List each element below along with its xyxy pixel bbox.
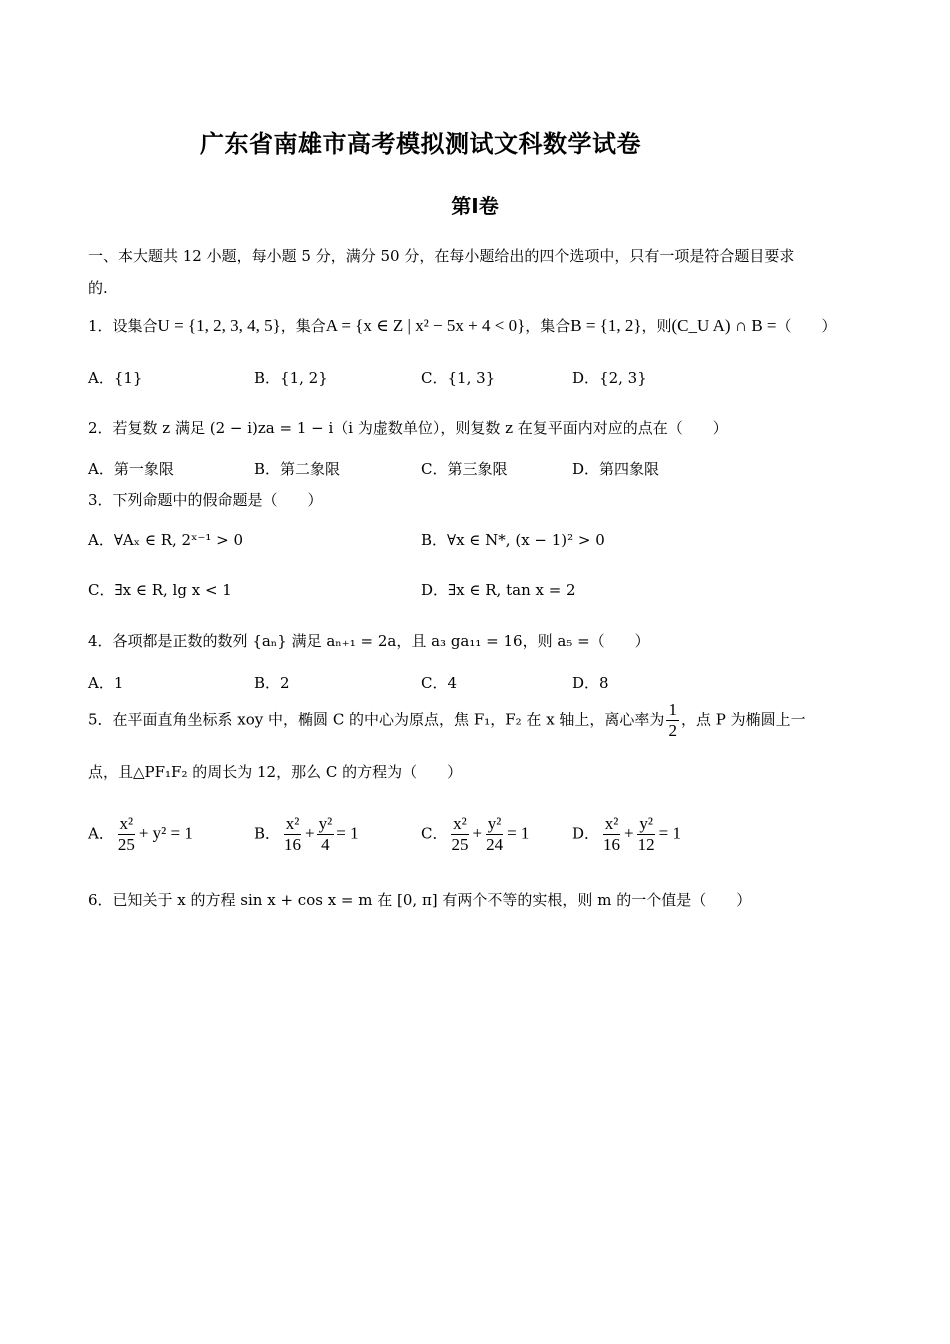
question-4: 4．各项都是正数的数列 {aₙ} 满足 aₙ₊₁ = 2a，且 a₃ ga₁₁ = 16，则 a₅ =（ ） [88, 632, 650, 650]
q1-paren: （ ） [776, 317, 837, 335]
q3-option-d: D．∃x ∈ R, tan x = 2 [421, 581, 576, 599]
q5-option-d-label: D． [572, 824, 600, 843]
q1-text-3: ，集合 [525, 317, 571, 335]
q5-option-d-frac-2 [636, 814, 657, 855]
q2-option-b: B．第二象限 [254, 460, 341, 478]
q5-option-c [421, 814, 529, 855]
exam-title: 广东省南雄市高考模拟测试文科数学试卷 [200, 130, 641, 158]
q5-option-b [254, 814, 359, 855]
q5-option-b-frac-2 [317, 814, 335, 855]
frac-den: 25 [117, 835, 135, 854]
q1-set-b: B = {1, 2} [570, 316, 642, 335]
q1-option-d: D．{2, 3} [572, 369, 647, 387]
q4-option-a: A．1 [88, 674, 124, 692]
frac-num: x² [285, 814, 300, 833]
q5-option-b-label: B． [254, 824, 281, 843]
q4-option-b: B．2 [254, 674, 290, 692]
q5-frac-den: 2 [668, 721, 677, 740]
question-5-line-2: 点，且△PF₁F₂ 的周长为 12，那么 C 的方程为（ ） [88, 763, 463, 781]
frac-den: 16 [603, 835, 621, 854]
q5-option-d [572, 814, 681, 855]
frac-den: 16 [284, 835, 302, 854]
frac-den: 12 [637, 835, 655, 854]
frac-den: 4 [321, 835, 330, 854]
q3-option-b: B．∀x ∈ N*, (x − 1)² > 0 [421, 531, 605, 549]
q5-option-a-rest: + y² = 1 [138, 823, 193, 843]
q5-frac-num: 1 [668, 700, 677, 719]
q1-text-4: ，则 [641, 317, 672, 335]
q5-option-b-rest: = 1 [336, 823, 359, 843]
section-title: 第Ⅰ卷 [451, 194, 499, 218]
q5-text-2: ，点 P 为椭圆上一 [680, 710, 806, 729]
frac-num: x² [119, 814, 134, 833]
q5-option-a [88, 814, 193, 855]
question-2: 2．若复数 z 满足 (2 − i)za = 1 − i（i 为虚数单位），则复数 z 在复平面内对应的点在（ ） [88, 419, 728, 437]
q4-option-c: C．4 [421, 674, 458, 692]
q5-option-d-frac-1 [601, 814, 622, 855]
q5-option-b-frac-1 [282, 814, 303, 855]
plus-sign: + [624, 823, 634, 843]
frac-den: 25 [451, 835, 469, 854]
q1-option-a: A．{1} [88, 369, 143, 387]
q2-option-c: C．第三象限 [421, 460, 508, 478]
q2-option-d: D．第四象限 [572, 460, 660, 478]
plus-sign: + [305, 823, 315, 843]
frac-den: 24 [486, 835, 504, 854]
q1-text-1: 1．设集合 [88, 317, 158, 335]
q1-set-a: A = {x ∈ Z | x² − 5x + 4 < 0} [325, 316, 526, 335]
q1-option-c: C．{1, 3} [421, 369, 496, 387]
frac-num: y² [318, 814, 333, 833]
q1-expression: (C_U A) ∩ B = [671, 316, 777, 335]
question-5-line-1 [88, 700, 806, 741]
q1-option-b: B．{1, 2} [254, 369, 328, 387]
q5-option-c-frac-1 [449, 814, 470, 855]
q3-option-a: A．∀Aₓ ∈ R, 2ˣ⁻¹ > 0 [88, 531, 244, 549]
q1-set-u: U = {1, 2, 3, 4, 5} [157, 316, 281, 335]
q2-option-a: A．第一象限 [88, 460, 174, 478]
frac-num: x² [604, 814, 619, 833]
frac-num: x² [453, 814, 467, 833]
frac-num: y² [487, 814, 502, 833]
q5-text-1: 5．在平面直角坐标系 xoy 中，椭圆 C 的中心为原点，焦 F₁，F₂ 在 x 轴上，离心率为 [88, 710, 665, 729]
plus-sign: + [472, 823, 483, 843]
instructions-line-1: 一、本大题共 12 小题，每小题 5 分，满分 50 分，在每小题给出的四个选项中，只有一项是符合题目要求 [88, 247, 795, 265]
q1-text-2: ，集合 [280, 317, 326, 335]
instructions-line-2: 的. [88, 279, 108, 297]
q4-option-d: D．8 [572, 674, 609, 692]
q5-option-c-frac-2 [484, 814, 505, 855]
q5-option-d-rest: = 1 [658, 823, 681, 843]
question-6: 6．已知关于 x 的方程 sin x + cos x = m 在 [0, π] 有两个不等的实根，则 m 的一个值是（ ） [88, 891, 752, 909]
question-3: 3．下列命题中的假命题是（ ） [88, 491, 323, 509]
question-1 [88, 314, 837, 338]
q5-option-a-frac [116, 814, 137, 855]
frac-num: y² [639, 814, 653, 833]
q5-option-c-rest: = 1 [507, 823, 530, 843]
q5-option-a-label: A． [88, 824, 114, 843]
q5-option-c-label: C． [421, 824, 448, 843]
q3-option-c: C．∃x ∈ R, lg x < 1 [88, 581, 232, 599]
q5-eccentricity-fraction [666, 700, 679, 741]
